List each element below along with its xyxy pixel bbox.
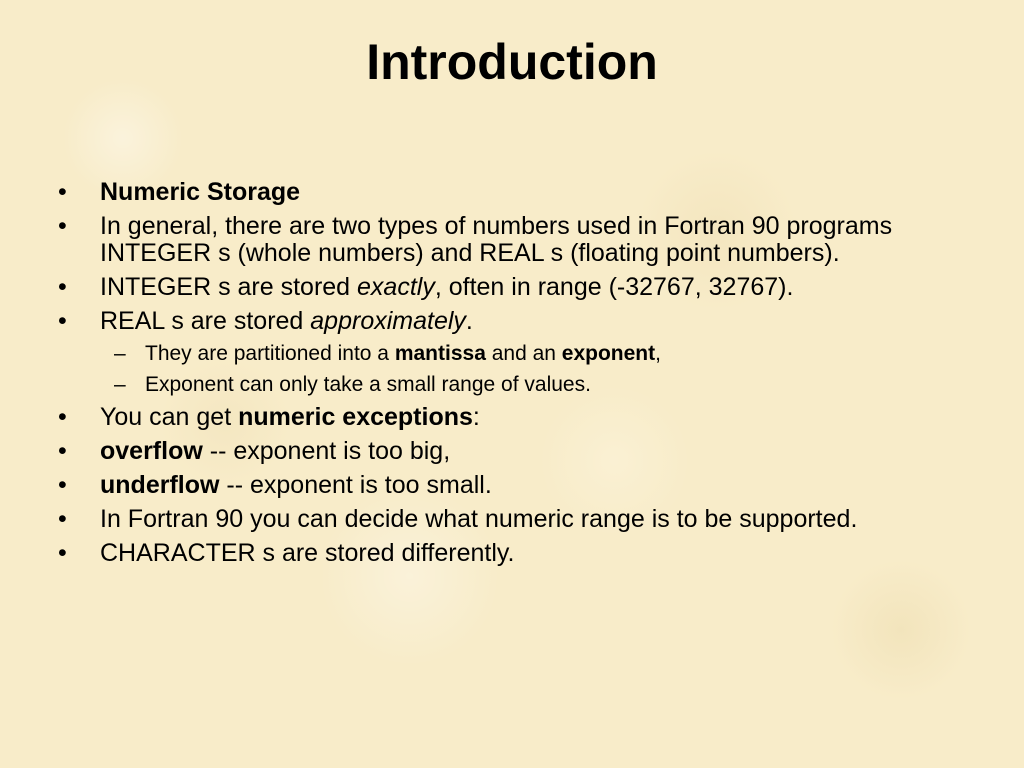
bullet-marker: •	[58, 539, 67, 567]
subbullet-text: They are partitioned into a	[145, 342, 395, 365]
bullet-text: -- exponent is too small.	[219, 471, 492, 499]
bullet-text: , often in range (-32767, 32767).	[434, 273, 794, 301]
bullet-character-storage	[56, 540, 976, 567]
bullet-heading: Numeric Storage	[100, 178, 301, 206]
bullet-term: underflow	[100, 471, 220, 499]
bullet-numeric-exceptions	[56, 404, 976, 431]
bullet-term: overflow	[100, 437, 203, 465]
bullet-text: In general, there are two types of numbers used in Fortran 90 programs INTEGER s (whole numbers) and REAL s (floating point numbers).	[100, 212, 893, 267]
bullet-emphasis: exactly	[357, 273, 435, 301]
bullet-marker: •	[58, 403, 67, 431]
subbullet-term: exponent	[561, 342, 656, 365]
bullet-term: numeric exceptions	[238, 403, 473, 431]
bullet-text: In Fortran 90 you can decide what numeric range is to be supported.	[100, 505, 858, 533]
bullet-text: -- exponent is too big,	[202, 437, 451, 465]
subbullet-partitioned	[56, 342, 976, 366]
subbullet-marker: –	[114, 342, 126, 365]
bullet-text: .	[465, 307, 473, 335]
bullet-underflow	[56, 472, 976, 499]
bullet-marker: •	[58, 307, 67, 335]
bullet-emphasis: approximately	[310, 307, 466, 335]
bullet-real-storage	[56, 308, 976, 335]
bullet-marker: •	[58, 505, 67, 533]
bullet-text: REAL s are stored	[100, 307, 311, 335]
bullet-text: INTEGER s are stored	[100, 273, 358, 301]
subbullet-term: mantissa	[394, 342, 486, 365]
subbullet-text: Exponent can only take a small range of values.	[145, 373, 591, 396]
bullet-text: :	[472, 403, 480, 431]
subbullet-text: ,	[655, 342, 661, 365]
bullet-overflow	[56, 438, 976, 465]
bullet-marker: •	[58, 471, 67, 499]
subbullet-exponent-range	[56, 373, 976, 397]
bullet-marker: •	[58, 212, 67, 240]
subbullet-marker: –	[114, 373, 126, 396]
bullet-marker: •	[58, 178, 67, 206]
bullet-marker: •	[58, 437, 67, 465]
bullet-integer-storage	[56, 274, 976, 301]
bullet-number-types	[56, 213, 976, 267]
bullet-numeric-storage	[56, 179, 976, 206]
subbullet-text: and an	[485, 342, 562, 365]
bullet-text: You can get	[100, 403, 239, 431]
bullet-text: CHARACTER s are stored differently.	[100, 539, 515, 567]
bullet-marker: •	[58, 273, 67, 301]
bullet-list	[56, 179, 976, 574]
slide-title: Introduction	[366, 34, 658, 90]
bullet-numeric-range	[56, 506, 976, 533]
